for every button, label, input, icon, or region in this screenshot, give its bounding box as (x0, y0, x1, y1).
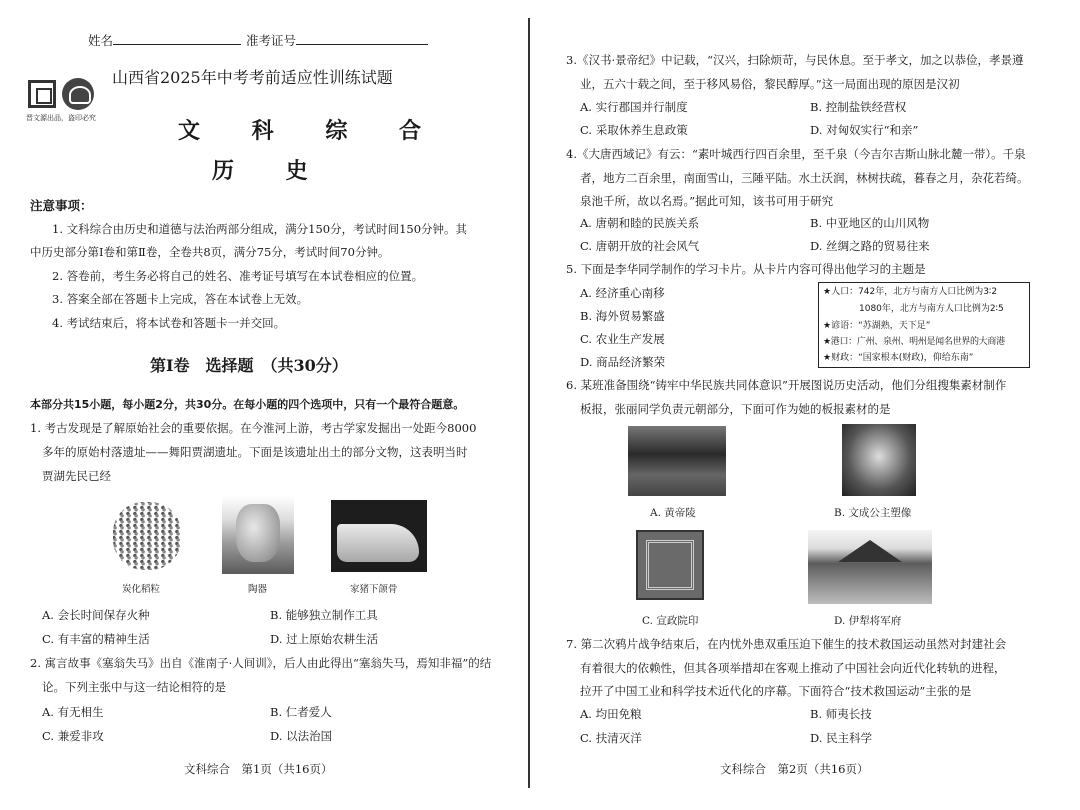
note-line: 3. 答案全部在答题卡上完成，答在本试卷上无效。 (52, 292, 309, 306)
note-line: 2. 答卷前，考生务必将自己的姓名、准考证号填写在本试卷相应的位置。 (52, 269, 424, 283)
logo-square-icon (28, 80, 56, 108)
q1-stem-line: 贾湖先民已经 (42, 469, 111, 483)
q1-option-c[interactable]: C. 有丰富的精神生活 (42, 632, 150, 646)
publisher-logo (26, 78, 102, 124)
q3-stem-line: 3.《汉书·景帝纪》中记载，“汉兴，扫除烦苛，与民休息。至于孝文，加之以恭俭，孝景遵 (566, 53, 1024, 67)
ticket-field[interactable] (246, 32, 428, 49)
card-line: ★谚语：“苏湖熟，天下足” (823, 321, 931, 331)
image-caption: 陶器 (248, 584, 268, 595)
q5-option-c[interactable]: C. 农业生产发展 (580, 332, 665, 346)
q3-option-d[interactable]: D. 对匈奴实行“和亲” (810, 123, 919, 137)
q3-option-c[interactable]: C. 采取休养生息政策 (580, 123, 688, 137)
q7-option-d[interactable]: D. 民主科学 (810, 731, 873, 745)
logo-caption: 晋文源出品，盗印必究 (26, 114, 96, 122)
section-instructions: 本部分共15小题，每小题2分，共30分。在每小题的四个选项中，只有一个最符合题意。 (30, 398, 465, 411)
exam-title: 山西省2025年中考考前适应性训练试题 (112, 68, 393, 87)
page-footer: 文科综合 第1页（共16页） (184, 762, 333, 776)
q3-stem-line: 业，五六十载之间，至于移风易俗，黎民醇厚。”这一局面出现的原因是汉初 (580, 77, 960, 91)
q2-option-d[interactable]: D. 以法治国 (270, 729, 333, 743)
q2-stem-line: 2. 寓言故事《塞翁失马》出自《淮南子·人间训》，后人由此得出“塞翁失马，焉知非福”的结 (30, 656, 492, 670)
q4-stem-line: 泉池千所，故以名焉。”据此可知，该书可用于研究 (580, 194, 834, 208)
q4-option-c[interactable]: C. 唐朝开放的社会风气 (580, 239, 700, 253)
note-line: 4. 考试结束后，将本试卷和答题卡一并交回。 (52, 316, 286, 330)
q7-option-b[interactable]: B. 师夷长技 (810, 707, 872, 721)
q7-option-c[interactable]: C. 扶清灭洋 (580, 731, 642, 745)
name-field[interactable] (88, 32, 241, 49)
q4-stem-line: 4.《大唐西域记》有云：“素叶城西行四百余里，至千泉（今吉尔吉斯山脉北麓一带）。千泉 (566, 147, 1026, 161)
image-caption: 炭化稻粒 (122, 584, 161, 595)
pig-jawbone-image (331, 500, 427, 572)
pottery-image (222, 496, 294, 574)
q4-option-d[interactable]: D. 丝绸之路的贸易往来 (810, 239, 930, 253)
logo-seal-icon (62, 78, 94, 110)
q6-option-b[interactable]: B. 文成公主塑像 (834, 507, 912, 519)
q7-option-a[interactable]: A. 均田免粮 (580, 707, 642, 721)
q3-option-b[interactable]: B. 控制盐铁经营权 (810, 100, 907, 114)
q5-stem-line: 5. 下面是李华同学制作的学习卡片。从卡片内容可得出他学习的主题是 (566, 262, 926, 276)
subject-title: 文 科 综 合 (178, 118, 443, 144)
card-line: 1080年，北方与南方人口比例为2∶5 (859, 304, 1004, 314)
page-footer: 文科综合 第2页（共16页） (720, 762, 869, 776)
q4-stem-line: 者，地方二百余里，南面雪山，三陲平陆。水土沃润，林树扶疏，暮春之月，杂花若绮。 (580, 171, 1029, 185)
q7-stem-line: 7. 第二次鸦片战争结束后，在内忧外患双重压迫下催生的技术救国运动虽然对封建社会 (566, 637, 1007, 651)
notes-title: 注意事项： (30, 198, 93, 213)
q5-study-card (818, 282, 1030, 368)
q4-option-b[interactable]: B. 中亚地区的山川风物 (810, 216, 930, 230)
name-label: 姓名 (88, 33, 114, 48)
q5-option-b[interactable]: B. 海外贸易繁盛 (580, 309, 665, 323)
note-line: 中历史部分第Ⅰ卷和第Ⅱ卷，全卷共8页，满分75分，考试时间70分钟。 (30, 245, 390, 259)
ticket-label: 准考证号 (246, 33, 297, 48)
q1-stem-line: 1. 考古发现是了解原始社会的重要依据。在今淮河上游，考古学家发掘出一处距今8000 (30, 421, 477, 435)
page-divider (528, 18, 530, 788)
yili-general-office-image (808, 530, 932, 604)
q2-option-a[interactable]: A. 有无相生 (42, 705, 104, 719)
q1-option-b[interactable]: B. 能够独立制作工具 (270, 608, 378, 622)
carbonized-rice-image (113, 502, 181, 570)
princess-wencheng-statue-image (842, 424, 916, 496)
note-line: 1. 文科综合由历史和道德与法治两部分组成，满分150分，考试时间150分钟。其 (52, 222, 468, 236)
q6-option-a[interactable]: A. 黄帝陵 (650, 507, 696, 519)
q2-option-b[interactable]: B. 仁者爱人 (270, 705, 332, 719)
q7-stem-line: 有着很大的依赖性，但其各项举措却在客观上推动了中国社会向近代化转轨的进程， (580, 661, 1006, 675)
card-line: ★港口：广州、泉州、明州是闻名世界的大商港 (823, 337, 1005, 347)
card-line: ★人口：742年，北方与南方人口比例为3∶2 (823, 287, 998, 297)
q5-option-a[interactable]: A. 经济重心南移 (580, 286, 665, 300)
q1-stem-line: 多年的原始村落遗址——舞阳贾湖遗址。下面是该遗址出土的部分文物，这表明当时 (42, 445, 468, 459)
q7-stem-line: 拉开了中国工业和科学技术近代化的序幕。下面符合“技术救国运动”主张的是 (580, 684, 972, 698)
xuanzheng-seal-image (636, 530, 704, 600)
q6-stem-line: 6. 某班准备围绕“铸牢中华民族共同体意识”开展图说历史活动，他们分组搜集素材制作 (566, 378, 1007, 392)
q5-option-d[interactable]: D. 商品经济繁荣 (580, 355, 666, 369)
q6-stem-line: 板报，张丽同学负责元朝部分，下面可作为她的板报素材的是 (580, 402, 891, 416)
huangdi-mausoleum-image (628, 426, 726, 496)
left-page (0, 0, 528, 810)
right-page (532, 0, 1080, 810)
q1-option-d[interactable]: D. 过上原始农耕生活 (270, 632, 379, 646)
section-title: 第Ⅰ卷 选择题 （共30分） (150, 356, 348, 375)
card-line: ★财政：“国家根本(财政)，仰给东南” (823, 353, 974, 363)
image-caption: 家猪下颌骨 (350, 584, 398, 595)
q3-option-a[interactable]: A. 实行郡国并行制度 (580, 100, 688, 114)
q6-option-c[interactable]: C. 宣政院印 (642, 615, 699, 627)
q2-stem-line: 论。下列主张中与这一结论相符的是 (42, 680, 226, 694)
q2-option-c[interactable]: C. 兼爱非攻 (42, 729, 104, 743)
q1-option-a[interactable]: A. 会长时间保存火种 (42, 608, 150, 622)
subsubject-title: 历 史 (212, 158, 330, 184)
q6-option-d[interactable]: D. 伊犁将军府 (834, 615, 902, 627)
q4-option-a[interactable]: A. 唐朝和睦的民族关系 (580, 216, 700, 230)
